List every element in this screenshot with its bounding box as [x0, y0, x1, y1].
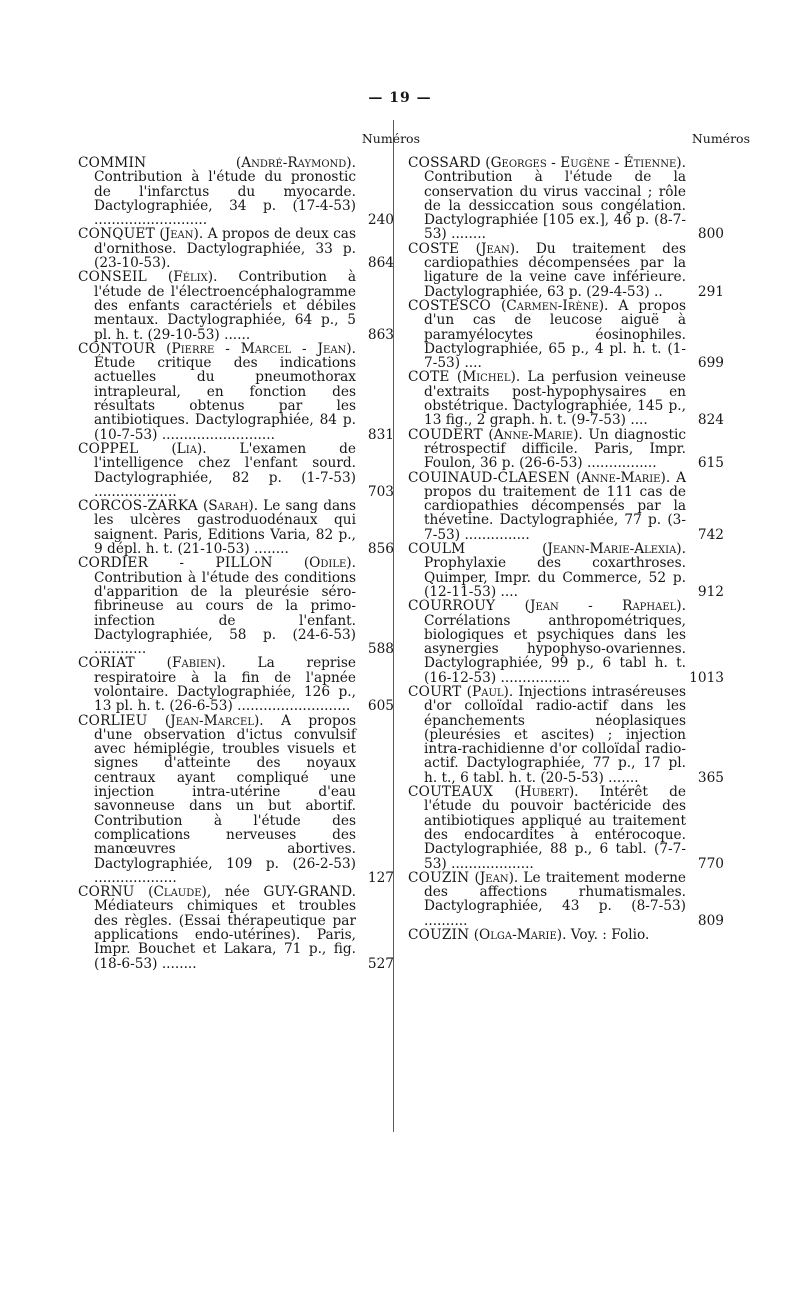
entry-number: 365 [697, 769, 724, 786]
author-surname: COSTE [408, 240, 460, 257]
thesis-description: Intérêt de l'étude du pouvoir bactéricide des antibiotiques appliqué au traitement des endocardites à entérocoque. Dactylographiée, 88 p., 6 tabl. (7-7-53) ................... [424, 784, 687, 872]
entry-number: 605 [367, 698, 394, 715]
index-entry [78, 498, 394, 558]
index-entry [78, 712, 394, 886]
entry-number: 703 [367, 483, 394, 500]
entry-number: 856 [367, 541, 394, 558]
author-surname: CORLIEU [78, 712, 148, 729]
author-surname: COSSARD [408, 155, 481, 171]
left-entries [78, 155, 394, 972]
author-surname: COUDERT [408, 426, 483, 443]
author-firstname: (Jean). [474, 869, 519, 886]
index-entry [408, 240, 724, 300]
thesis-description: A propos du traitement de 111 cas de cardiopathies décompensés par la thévetine. Dactylographiée, 77 p. (3-7-53) ............... [424, 469, 686, 543]
author-surname: COUZIN [408, 869, 470, 886]
thesis-description: Voy. : Folio. [570, 927, 650, 944]
entry-number: 864 [367, 255, 394, 272]
author-firstname: (Olga-Marie). [473, 927, 567, 944]
right-entries [408, 155, 724, 944]
author-surname: COUTEAUX [408, 784, 494, 801]
author-firstname: (Claude), [148, 884, 212, 901]
thesis-description: Le sang dans les ulcères gastroduodénaux qui saignent. Paris, Editions Varia, 82 p., 9 dépl. h. t. (21-10-53) ........ [94, 498, 356, 558]
thesis-description: Contribution à l'étude des conditions d'apparition de la pleurésie séro-fibrineuse au cours de la primo-infection de l'enfant. Dactylographiée, 58 p. (24-6-53) ............ [94, 569, 356, 658]
author-surname: COURROUY [408, 598, 496, 615]
author-surname: CORIAT [78, 655, 135, 672]
author-firstname: (Michel). [456, 369, 521, 386]
entry-number: 770 [697, 855, 724, 872]
column-divider [393, 120, 394, 1132]
right-column [408, 131, 750, 944]
index-entry [78, 155, 394, 229]
author-surname: CORDIER - PILLON [78, 555, 273, 572]
entry-number: 699 [697, 355, 724, 372]
author-surname: CONTOUR [78, 340, 156, 357]
author-surname: CORNU [78, 884, 135, 901]
author-firstname: (Odile). [303, 555, 356, 572]
entry-number: 615 [697, 455, 724, 472]
author-surname: CONSEIL [78, 269, 147, 286]
entry-number: 863 [367, 326, 394, 343]
author-surname: CORCOS-ZARKA [78, 498, 198, 515]
index-entry [78, 655, 394, 715]
thesis-description: née GUY-GRAND. Médiateurs chimiques et troubles des règles. (Essai thérapeutique par applications endo-utérines). Paris, Impr. Bouchet et Lakara, 71 p., fig. (18-6-53) ........ [94, 884, 356, 972]
author-surname: COULM [408, 541, 466, 558]
author-surname: COUZIN [408, 927, 470, 944]
index-entry [408, 869, 724, 929]
index-entry [78, 440, 394, 500]
thesis-description: A propos d'une observation d'ictus convulsif avec hémiplégie, troubles visuels et signes d'atteinte des noyaux centraux ayant compliqué une injection intra-utérine d'eau savonneuse dans un but abortif. Contribution à l'étude des complications nerveuses des manœuvres abortives. Dactylographiée, 109 p. (26-2-53) ................... [94, 712, 356, 886]
author-surname: COMMIN [78, 155, 147, 171]
author-surname: COURT [408, 683, 462, 700]
author-firstname: (Sarah). [202, 498, 259, 515]
thesis-description: Étude critique des indications actuelles du pneumothorax intrapleural, en fonction des résultats obtenus par les antibiotiques. Dactylographiée, 84 p. (10-7-53) .......................... [94, 355, 356, 443]
entry-number: 912 [697, 583, 724, 600]
author-firstname: (Lia). [171, 440, 207, 457]
index-entry [408, 469, 724, 543]
entry-number: 127 [367, 869, 394, 886]
index-entry [408, 369, 724, 429]
entry-number: 742 [697, 526, 724, 543]
author-surname: COPPEL [78, 440, 139, 457]
author-firstname: (Jean - Raphael). [524, 598, 686, 615]
thesis-description: L'examen de l'intelligence chez l'enfant sourd. Dactylographiée, 82 p. (1-7-53) ................... [94, 440, 356, 500]
index-entry [78, 340, 394, 443]
entry-number: 824 [697, 412, 724, 429]
thesis-description: A propos de deux cas d'ornithose. Dactylographiée, 33 p. (23-10-53). [94, 226, 356, 272]
author-surname: COTE [408, 369, 450, 386]
page-number: — 19 — [368, 90, 432, 106]
thesis-description: Contribution à l'étude de la conservation du virus vaccinal ; rôle de la dessiccation sous congélation. Dactylographiée [105 ex.], 46 p. (8-7-53) ........ [424, 169, 686, 243]
index-entry [408, 928, 720, 942]
entry-number: 291 [697, 283, 724, 300]
thesis-description: Contribution à l'étude de l'électroencéphalogramme des enfants caractériels et débiles mentaux. Dactylographiée, 64 p., 5 pl. h. t. (29-10-53) ...... [94, 269, 356, 343]
index-entry [408, 297, 724, 372]
index-entry [408, 426, 724, 472]
index-entry [408, 541, 724, 600]
author-firstname: (Jean). [475, 240, 520, 257]
thesis-description: Prophylaxie des coxarthroses. Quimper, Impr. du Commerce, 52 p. (12-11-53) .... [424, 555, 686, 600]
index-entry [408, 784, 724, 872]
author-firstname: (Georges - Eugène - Étienne). [485, 155, 686, 171]
thesis-description: Corrélations anthropométriques, biologiques et psychiques dans les asynergies hypophyso-ovariennes. Dactylographiée, 99 p., 6 tabl h. t. (16-12-53) ................ [424, 612, 686, 686]
entry-number: 240 [367, 212, 394, 229]
thesis-description: Un diagnostic rétrospectif difficile. Paris, Impr. Foulon, 36 p. (26-6-53) ................ [424, 426, 687, 472]
entry-number: 588 [367, 641, 394, 658]
entry-number: 809 [697, 912, 724, 929]
entry-number: 831 [367, 426, 394, 443]
author-firstname: (Paul). [466, 683, 514, 700]
author-firstname: (Carmen-Irène). [500, 297, 609, 314]
entry-number: 800 [697, 226, 724, 243]
index-entry [78, 884, 394, 972]
thesis-description: Contribution à l'étude du pronostic de l'infarctus du myocarde. Dactylographiée, 34 p. (17-4-53) .......................... [94, 169, 356, 229]
entry-number: 527 [367, 955, 394, 972]
thesis-description: La reprise respiratoire à la fin de l'apnée volontaire. Dactylographiée, 126 p., 13 pl. h. t. (26-6-53) .......................... [94, 655, 356, 715]
column-header-left: Numéros [361, 131, 420, 146]
left-column [78, 131, 420, 972]
author-firstname: (Anne-Marie). [575, 469, 671, 486]
author-surname: COUINAUD-CLAESEN [408, 469, 570, 486]
author-surname: CONQUET [78, 226, 155, 243]
author-firstname: (Félix). [167, 269, 218, 286]
author-firstname: (Jean-Marcel). [164, 712, 264, 729]
author-firstname: (Anne-Marie). [488, 426, 583, 443]
column-header-right: Numéros [691, 131, 750, 146]
index-entry [408, 598, 724, 686]
author-firstname: (Hubert). [514, 784, 579, 801]
author-firstname: (Pierre - Marcel - Jean). [166, 340, 356, 357]
author-firstname: (André-Raymond). [235, 155, 356, 171]
thesis-description: Injections intraséreuses d'or colloïdal radio-actif dans les épanchements néoplasiques (pleurésies et ascites) ; injection intra-rachidienne d'or colloïdal radio-actif. Dactylographiée, 77 p., 17 pl. h. t., 6 tabl. h. t. (20-5-53) ....... [424, 683, 686, 786]
thesis-description: A propos d'un cas de leucose aiguë à paramyélocytes éosinophiles. Dactylographiée, 65 p., 4 pl. h. t. (1-7-53) .... [424, 297, 686, 372]
thesis-description: La perfusion veineuse d'extraits post-hypophysaires en obstétrique. Dactylographiée, 145 p., 13 fig., 2 graph. h. t. (9-7-53) .... [424, 369, 686, 429]
author-firstname: (Fabien). [166, 655, 226, 672]
author-surname: COSTESCO [408, 297, 491, 314]
index-entry [78, 269, 394, 343]
author-firstname: (Jean). [159, 226, 204, 243]
thesis-description: Le traitement moderne des affections rhumatismales. Dactylographiée, 43 p. (8-7-53) .......... [424, 869, 686, 929]
index-entry [408, 155, 724, 243]
author-firstname: (Jeann-Marie-Alexia). [542, 541, 686, 558]
index-entry [78, 226, 394, 272]
index-entry [408, 683, 724, 786]
index-entry [78, 555, 394, 658]
thesis-description: Du traitement des cardiopathies décompensées par la ligature de la veine cave inférieure. Dactylographiée, 63 p. (29-4-53) .. [424, 240, 686, 300]
entry-number: 1013 [689, 669, 724, 686]
